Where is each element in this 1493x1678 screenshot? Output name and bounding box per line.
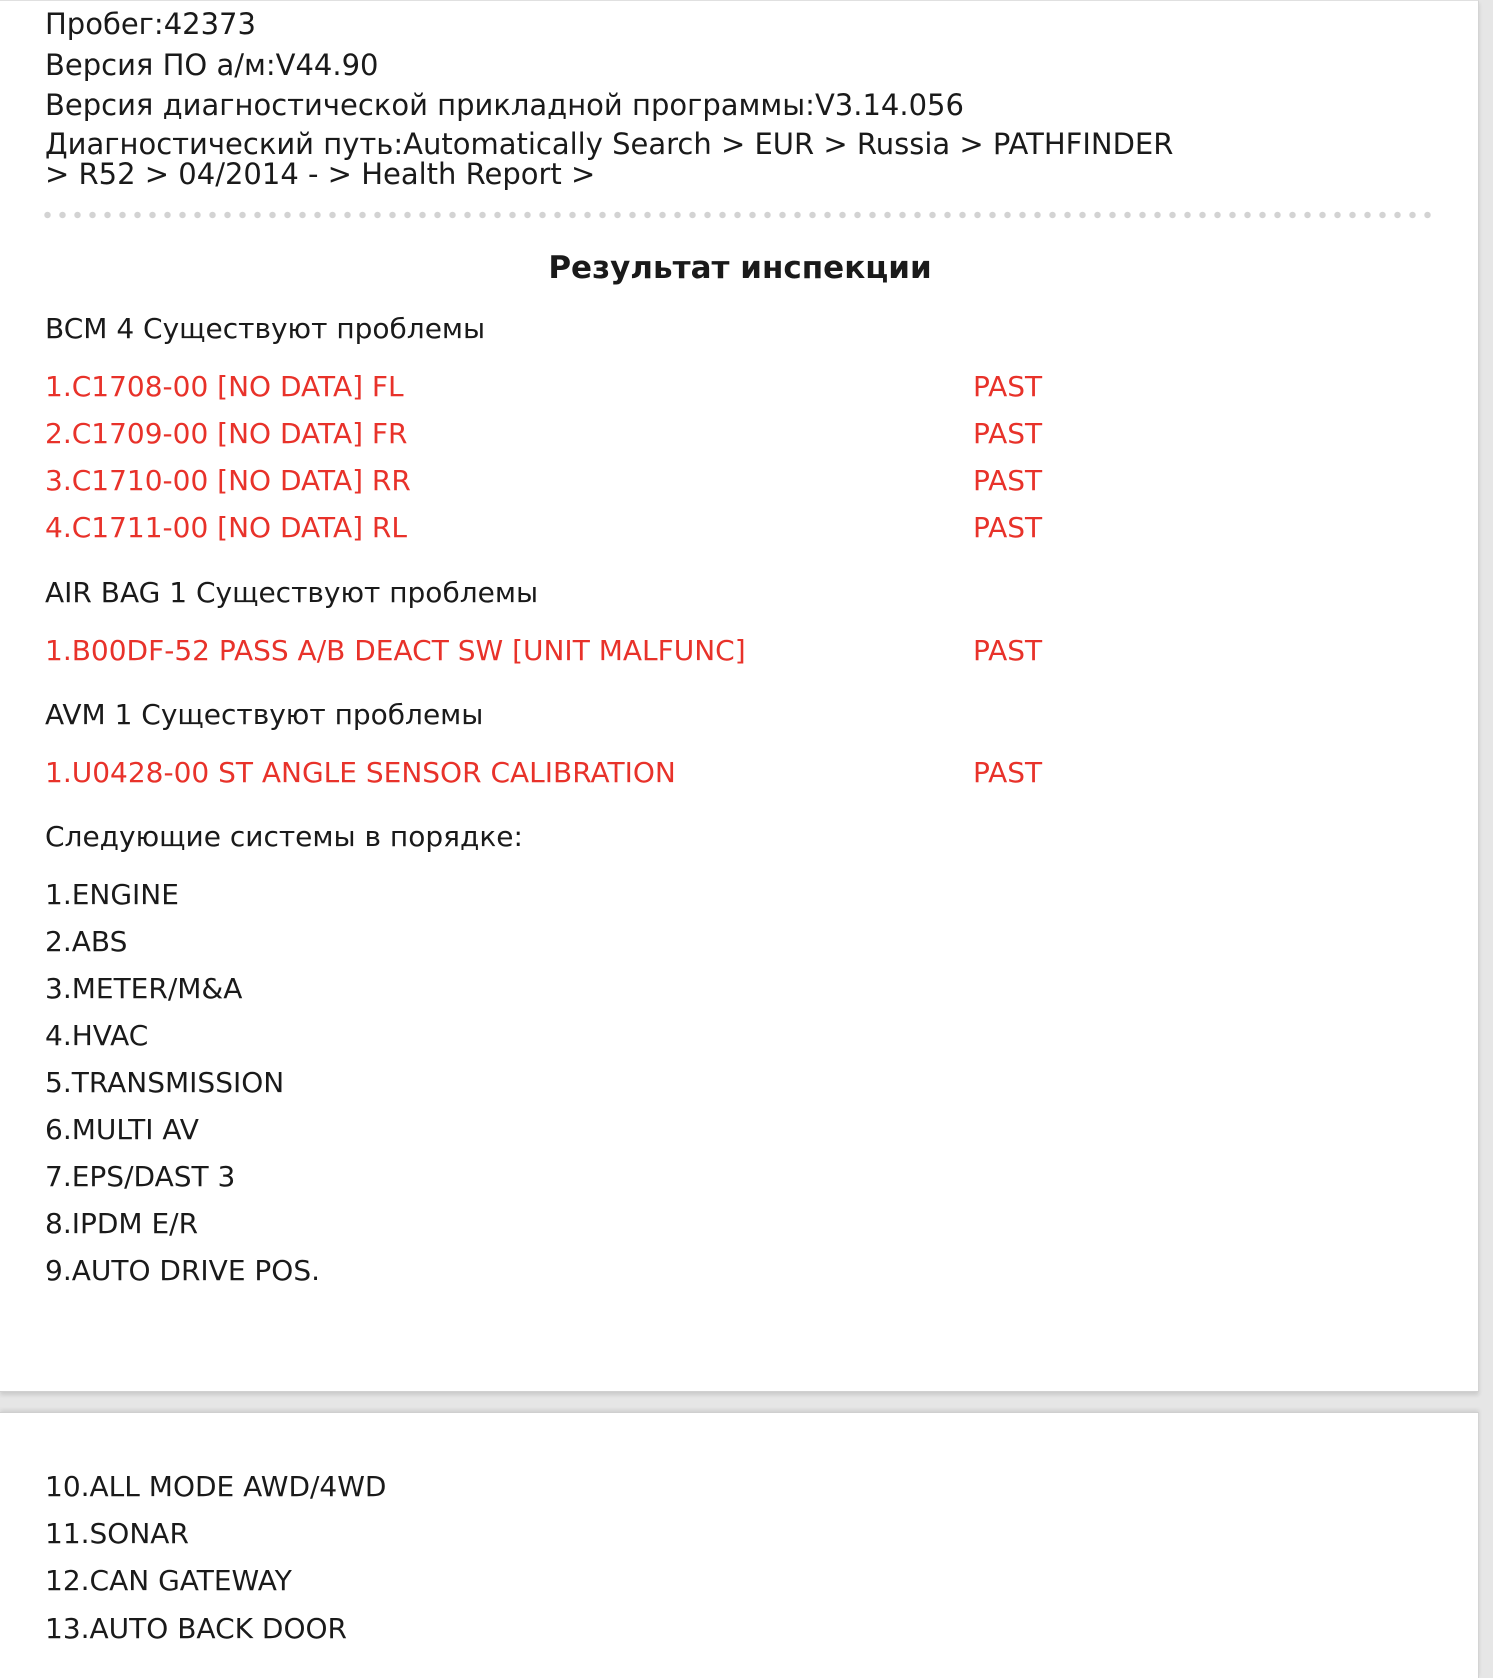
fault-status: PAST <box>973 756 1043 789</box>
ok-system-item: 1.ENGINE <box>45 878 179 911</box>
fault-status: PAST <box>973 634 1043 667</box>
group-title-avm: AVM 1 Существуют проблемы <box>45 698 484 731</box>
fault-row <box>45 463 1045 499</box>
fault-code: 1.U0428-00 ST ANGLE SENSOR CALIBRATION <box>45 756 676 789</box>
ok-system-item: 6.MULTI AV <box>45 1113 199 1146</box>
fault-code: 2.C1709-00 [NO DATA] FR <box>45 417 408 450</box>
fault-code: 1.C1708-00 [NO DATA] FL <box>45 370 404 403</box>
fault-status: PAST <box>973 464 1043 497</box>
group-title-airbag: AIR BAG 1 Существуют проблемы <box>45 576 539 609</box>
fault-status: PAST <box>973 417 1043 450</box>
ok-systems-title: Следующие системы в порядке: <box>45 820 523 853</box>
ok-system-item: 8.IPDM E/R <box>45 1207 199 1240</box>
ok-system-item: 11.SONAR <box>45 1517 189 1550</box>
vehicle-sw-version-text: Версия ПО а/м:V44.90 <box>45 48 379 82</box>
fault-status: PAST <box>973 511 1043 544</box>
ok-system-item: 12.CAN GATEWAY <box>45 1564 292 1597</box>
fault-row <box>45 510 1045 546</box>
fault-status: PAST <box>973 370 1043 403</box>
diag-path-text: Диагностический путь:Automatically Search > EUR > Russia > PATHFINDER > R52 > 04/2014 - > Health Report > <box>45 127 1174 191</box>
dotted-separator <box>40 211 1435 219</box>
ok-system-item: 3.METER/M&A <box>45 972 243 1005</box>
ok-system-item: 5.TRANSMISSION <box>45 1066 285 1099</box>
ok-system-item: 13.AUTO BACK DOOR <box>45 1612 347 1645</box>
fault-row <box>45 416 1045 452</box>
ok-system-item: 2.ABS <box>45 925 128 958</box>
ok-system-item: 9.AUTO DRIVE POS. <box>45 1254 321 1287</box>
ok-system-item: 7.EPS/DAST 3 <box>45 1160 236 1193</box>
diag-app-version-text: Версия диагностической прикладной программы:V3.14.056 <box>45 88 964 122</box>
ok-system-item: 10.ALL MODE AWD/4WD <box>45 1470 387 1503</box>
mileage-text: Пробег:42373 <box>45 7 256 41</box>
fault-row <box>45 755 1045 791</box>
report-page-2 <box>0 1412 1479 1678</box>
result-title: Результат инспекции <box>548 250 932 286</box>
fault-code: 1.B00DF-52 PASS A/B DEACT SW [UNIT MALFUNC] <box>45 634 746 667</box>
group-title-bcm: BCM 4 Существуют проблемы <box>45 312 486 345</box>
fault-code: 4.C1711-00 [NO DATA] RL <box>45 511 407 544</box>
fault-row <box>45 633 1045 669</box>
fault-code: 3.C1710-00 [NO DATA] RR <box>45 464 411 497</box>
ok-system-item: 4.HVAC <box>45 1019 149 1052</box>
fault-row <box>45 369 1045 405</box>
